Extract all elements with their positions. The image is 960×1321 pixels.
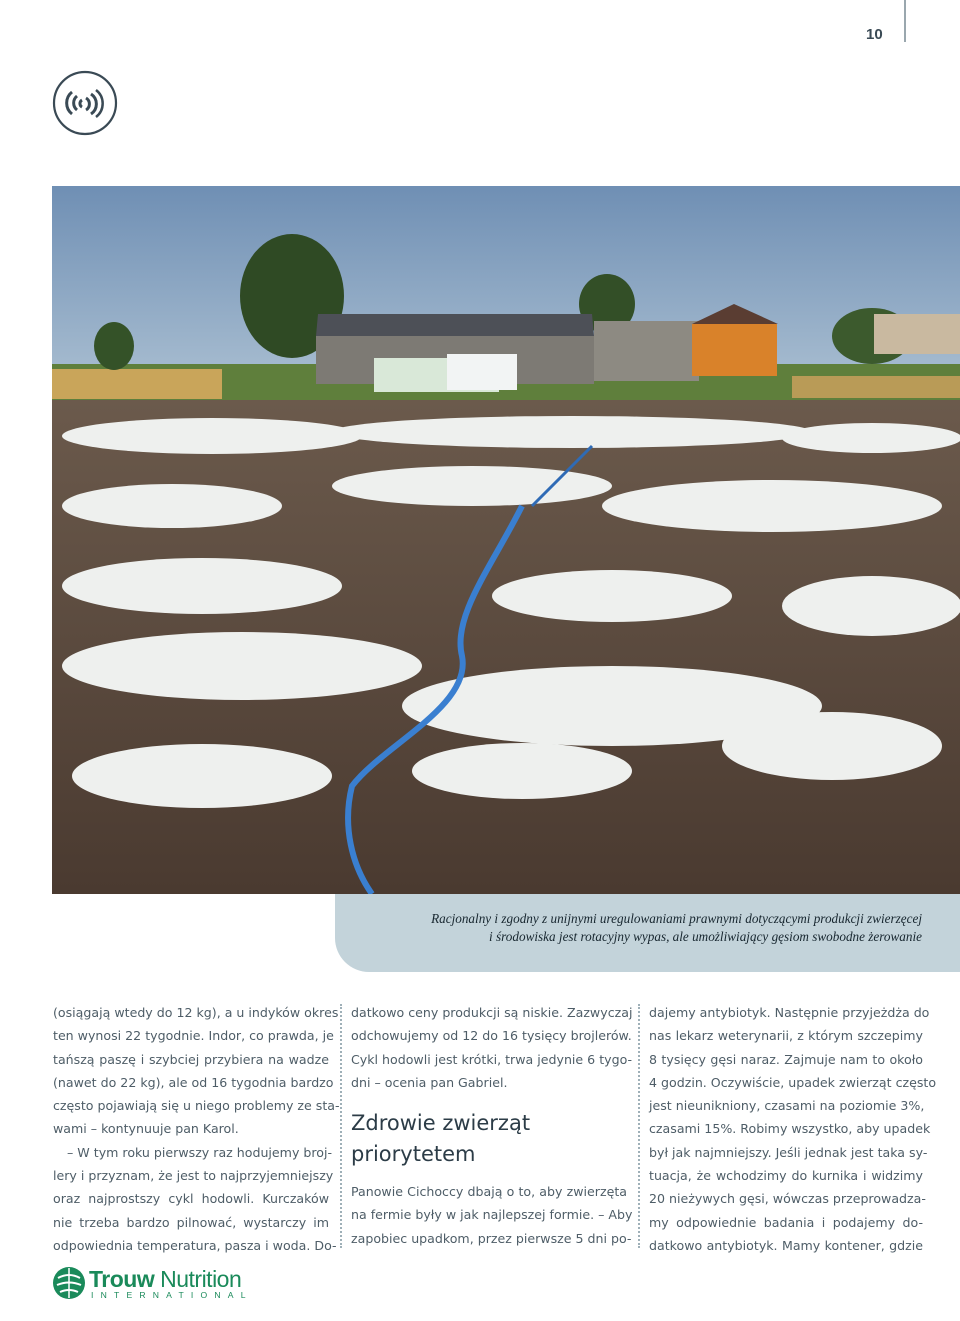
text-column-2 (351, 1001, 633, 1250)
brand-name (89, 1266, 241, 1293)
page-number-rule (904, 0, 906, 42)
text-line: na fermie były w jak najlepszej formie. – Aby (351, 1207, 633, 1223)
photo-caption-band (335, 894, 960, 972)
caption-line: i środowiska jest rotacyjny wypas, ale umożliwiający gęsiom swobodne żerowanie (489, 929, 922, 944)
caption-line: Racjonalny i zgodny z unijnymi uregulowaniami prawnymi dotyczącymi produkcji zwierzęcej (431, 911, 922, 926)
text-line: (nawet do 22 kg), ale od 16 tygodnia bardzo (53, 1074, 334, 1090)
brand-name-light: Nutrition (160, 1266, 242, 1292)
text-line: (osiągają wtedy do 12 kg), a u indyków okres (53, 1005, 339, 1020)
geese-field-photo (52, 186, 960, 894)
text-line: czasami 15%. Robimy wszystko, aby upadek (649, 1121, 931, 1137)
text-line: ten wynosi 22 tygodnie. Indor, co prawda, je (53, 1028, 334, 1044)
brand-subtitle: INTERNATIONAL (91, 1290, 253, 1300)
text-line: często pojawiają się u niego problemy ze sta- (53, 1098, 340, 1114)
text-column-1 (53, 1001, 340, 1257)
sound-waves-icon (52, 70, 118, 136)
page-number: 10 (866, 26, 883, 43)
photo-caption (362, 910, 922, 946)
text-line: wami – kontynuuje pan Karol. (53, 1121, 239, 1137)
section-heading (351, 1108, 627, 1170)
text-line: Cykl hodowli jest krótki, trwa jedynie 6 tygo- (351, 1051, 633, 1067)
text-line: datkowo ceny produkcji są niskie. Zazwyczaj (351, 1005, 633, 1020)
text-line: lery i przyznam, że jest to najprzyjemniejszy (53, 1168, 334, 1184)
heading-line: priorytetem (351, 1142, 476, 1167)
column-divider (638, 1004, 640, 1248)
text-line: zapobiec upadkom, przez pierwsze 5 dni po- (351, 1230, 632, 1246)
text-line: nie trzeba bardzo pilnować, wystarczy im (53, 1214, 329, 1230)
text-line: oraz najprostszy cykl hodowli. Kurczaków (53, 1191, 329, 1207)
text-line: 20 nieżywych gęsi, wówczas przeprowadza- (649, 1191, 926, 1207)
text-line: Panowie Cichoccy dbają o to, aby zwierzęta (351, 1184, 627, 1200)
text-line: tańszą paszę i szybciej przybiera na wadze (53, 1051, 329, 1067)
text-line: tuacja, że wchodzimy do kurnika i widzimy (649, 1168, 923, 1184)
globe-icon (52, 1266, 86, 1300)
text-line: odpowiednia temperatura, pasza i woda. Do- (53, 1237, 337, 1253)
text-line: – W tym roku pierwszy raz hodujemy broj- (67, 1144, 333, 1160)
text-line: 8 tysięcy gęsi naraz. Zajmuje nam to około (649, 1051, 923, 1067)
text-column-3 (649, 1001, 937, 1257)
text-line: my odpowiednie badania i podajemy do- (649, 1214, 923, 1230)
text-line: 4 godzin. Oczywiście, upadek zwierząt często (649, 1074, 937, 1090)
column-divider (340, 1004, 342, 1248)
text-line: dajemy antybiotyk. Następnie przyjeżdża do (649, 1005, 930, 1020)
text-line: odchowujemy od 12 do 16 tysięcy brojlerów. (351, 1028, 632, 1044)
text-line: jest nieunikniony, czasami na poziomie 3%, (649, 1098, 925, 1114)
heading-line: Zdrowie zwierząt (351, 1111, 531, 1136)
trouw-nutrition-logo (52, 1263, 252, 1305)
text-line: nas lekarz weterynarii, z którym szczepimy (649, 1028, 923, 1044)
text-line: datkowo antybiotyk. Mamy kontener, gdzie (649, 1237, 923, 1253)
text-line: był jak najmniejszy. Jeśli jednak jest taka sy- (649, 1144, 928, 1160)
text-line: dni – ocenia pan Gabriel. (351, 1074, 508, 1090)
brand-name-bold: Trouw (89, 1266, 155, 1292)
